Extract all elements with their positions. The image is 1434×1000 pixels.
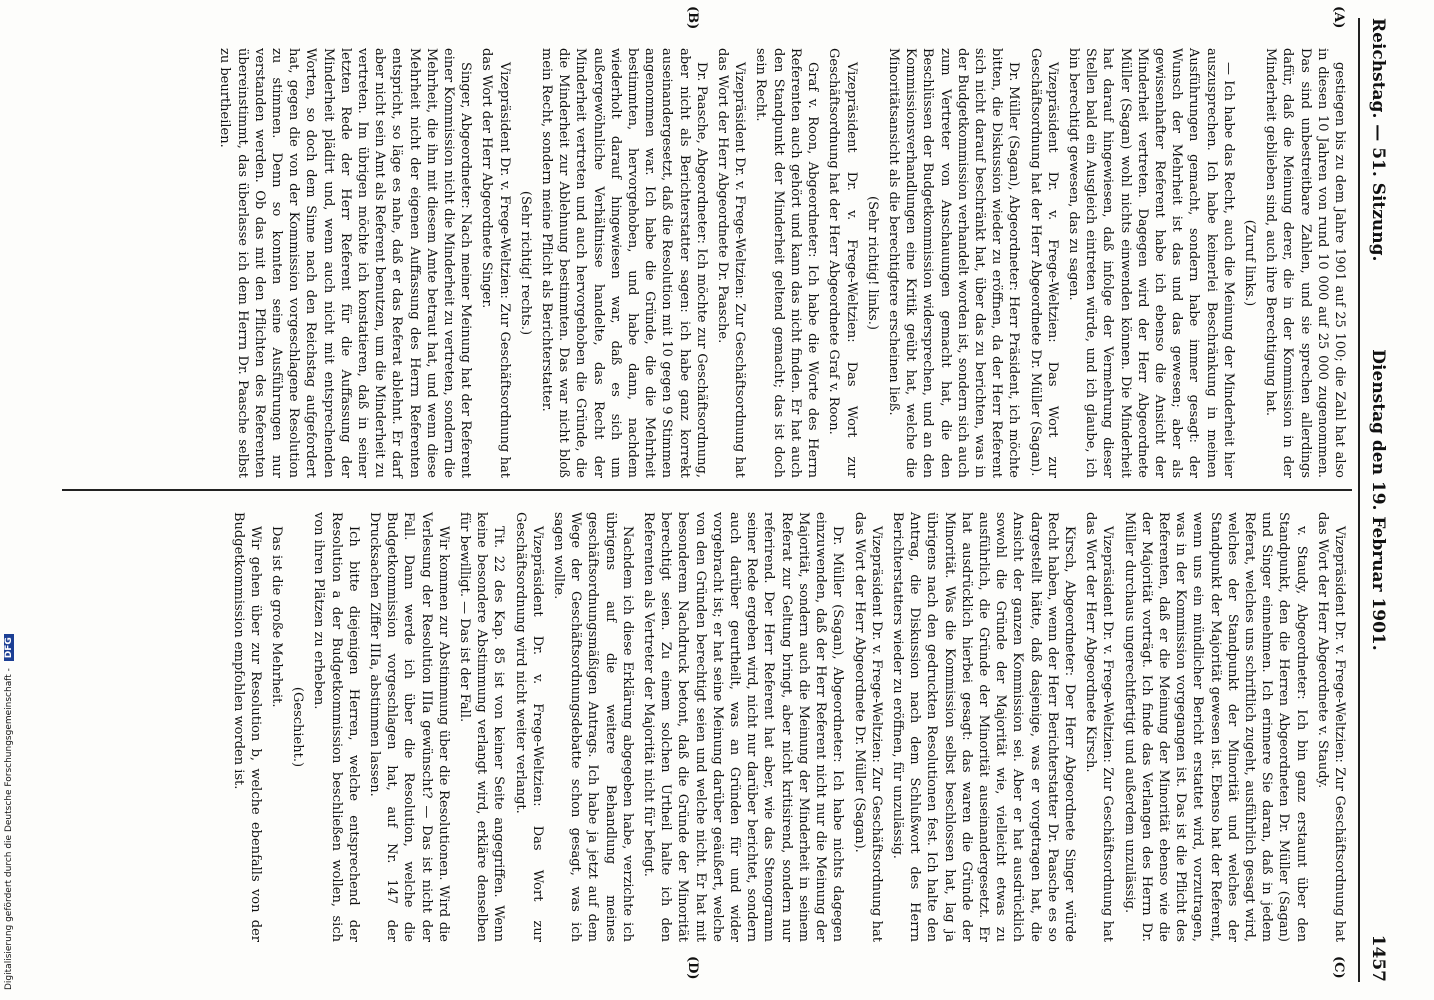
interjection: (Zuruf links.) <box>1241 219 1257 307</box>
paragraph: Vizepräsident Dr. v. Frege-Weltzien: Zur Geschäftsordnung hat das Wort der Herr Abgeordnete Kirsch. <box>1083 512 1116 942</box>
interjection: (Sehr richtig! links.) <box>864 196 880 330</box>
left-column <box>58 48 1348 478</box>
page-number: 1457 <box>1368 934 1388 982</box>
margin-marker-b: (B) <box>685 6 700 30</box>
paragraph: Dr. Müller (Sagan), Abgeordneter: Herr Präsident, ich möchte bitten, die Diskussion wieder zu eröffnen, da der Herr Referent sich nicht darauf beschränkt hat, über das zu berichten, was in der Budgetkommission verhandelt worden ist, sondern sich auch zum Vertreter von Anschauungen gemacht hat, die den Beschlüssen der Budgetkommission widersprechen, und an den Kommissionsverhandlungen eine Kritik geübt hat, welche die Minoritätsansicht als die berechtigtere erscheinen ließ. <box>885 48 1022 478</box>
right-column <box>58 512 1348 942</box>
footer-text: Digitalisierung gefördert durch die Deutsche Forschungsgemeinschaft - <box>4 668 14 990</box>
paragraph: Vizepräsident Dr. v. Frege-Weltzien: Zur Geschäftsordnung hat das Wort der Herr Abgeordnete Dr. Müller (Sagan). <box>851 512 884 942</box>
page-header <box>1362 18 1388 982</box>
paragraph: — Ich habe das Recht, auch die Meinung der Minderheit hier auszusprechen. Ich habe keinerlei Beschränkung in meinen Ausführungen gemacht, sondern habe immer gesagt: der Wunsch der Mehrheit ist das und das gewesen; aber als gewissenhafter Referent habe ich ebenso die Ansicht der Minderheit vertreten. Dagegen wird der Herr Abgeordnete Müller (Sagan) wohl nichts einwenden können. Die Minderheit hat darauf hingewiesen, daß infolge der Vermehrung dieser Stellen bald ein Ausgleich eintreten würde, und ich glaube, ich bin berechtigt gewesen, das zu sagen. <box>1065 48 1236 478</box>
paragraph: Singer, Abgeordneter: Nach meiner Meinung hat der Referent einer Kommission nicht die Minderheit zu vertreten, sondern die Mehrheit, die ihn mit diesem Amte betraut hat, und wenn diese Mehrheit nicht der eigenen Auffassung des Herrn Referenten entspricht, so läge es nahe, daß er das Referat ablehnt. Er darf aber nicht sein Amt als Referent benutzen, um die Minderheit zu vertreten. Im übrigen möchte ich konstatieren, daß in seiner letzten Rede der Herr Referent für die Auffassung der Minderheit plädirt und, wenn auch nicht mit entsprechenden Worten, so doch dem Sinne nach den Reichstag aufgefordert hat, gegen die von der Kommission vorgeschlagene Resolution zu stimmen. Denn so konnten seine Ausführungen nur verstanden werden. Ob das mit den Pflichten des Referenten übereinstimmt, das überlasse ich dem Herrn Dr. Paasche selbst zu beurtheilen. <box>217 48 474 478</box>
header-left: Reichstag. — 51. Sitzung. <box>1368 18 1388 262</box>
paragraph: gestiegen bis zu dem Jahre 1901 auf 25 100; die Zahl hat also in diesen 10 Jahren von rund 10 000 auf 25 000 zugenommen. Das sind unbestreitbare Zahlen, und sie sprechen allerdings dafür, daß die Meinung derer, die in der Kommission in der Minderheit geblieben sind, auch ihre Berechtigung hat. <box>1263 48 1347 478</box>
paragraph: Vizepräsident Dr. v. Frege-Weltzien: Das Wort zur Geschäftsordnung wird nicht weiter verlangt. <box>512 512 545 942</box>
paragraph: Kirsch, Abgeordneter: Der Herr Abgeordnete Singer würde Recht haben, wenn der Herr Berichterstatter Dr. Paasche es so dargestellt hätte, daß dasjenige, was er vorgetragen hat, die Ansicht der ganzen Kommission sei. Aber er hat ausdrücklich sowohl die Gründe der Majorität wie, vielleicht etwas zu ausführlich, die Gründe der Minorität auseinandergesetzt. Er hat ausdrücklich hierbei gesagt: das waren die Gründe der Minorität. Was die Kommission selbst beschlossen hat, lag ja übrigens nach den gedruckten Resolutionen fest. Ich halte den Antrag, die Diskussion nach dem Schlußwort des Herrn Berichterstatters wieder zu eröffnen, für unzulässig. <box>889 512 1077 942</box>
paragraph: Graf v. Roon, Abgeordneter: Ich habe die Worte des Herrn Referenten auch gehört und kann das nicht finden. Er hat auch den Standpunkt der Minderheit geltend gemacht; das ist doch sein Recht. <box>753 48 821 478</box>
interjection: (Sehr richtig! rechts.) <box>517 190 533 336</box>
paragraph: Dr. Müller (Sagan), Abgeordneter: Ich habe nichts dagegen einzuwenden, daß der Herr Referent nicht nur die Meinung der Majorität, sondern auch die Meinung der Minderheit in seinem Referat zur Geltung bringt, aber nicht kritisirend, sondern nur referirend. Der Herr Referent hat aber, wie das Stenogramm seiner Rede ergeben wird, nicht nur darüber berichtet, sondern auch darüber geurtheilt, was an Gründen für und wider vorgebracht ist; er hat seine Meinung darüber geäußert, welche von den Gründen berechtigt seien und welche nicht. Er hat mit besonderem Nachdruck betont, daß die Gründe der Minorität berechtigt seien. Zu einem solchen Urtheil halte ich den Referenten als Vertreter der Majorität nicht für befugt. <box>641 512 846 942</box>
column-divider <box>62 489 1352 491</box>
paragraph: Ich bitte diejenigen Herren, welche entsprechend der Resolution a der Budgetkommission beschließen wollen, sich von ihren Plätzen zu erheben. <box>311 512 361 942</box>
paragraph: Vizepräsident Dr. v. Frege-Weltzien: Zur Geschäftsordnung hat das Wort der Herr Abgeordnete Dr. Paasche. <box>715 48 748 478</box>
rotated-page-content <box>40 0 1400 1000</box>
margin-marker-a: (A) <box>1331 6 1346 29</box>
paragraph: Wir gehen über zur Resolution b, welche ebenfalls von der Budgetkommission empfohlen worden ist. <box>230 512 263 942</box>
interjection: (Geschieht.) <box>290 686 306 768</box>
header-date: Dienstag den 19. Februar 1901. <box>1368 349 1388 651</box>
paragraph: Vizepräsident Dr. v. Frege-Weltzien: Das Wort zur Geschäftsordnung hat der Herr Abgeordnete Graf v. Roon. <box>826 48 859 478</box>
paragraph: Wir kommen zur Abstimmung über die Resolutionen. Wird die Verlesung der Resolution IIIa gewünscht? — Das ist nicht der Fall. Dann werde ich über die Resolution, welche die Budgetkommission vorgeschlagen hat, auf Nr. 147 der Drucksachen Ziffer IIIa, abstimmen lassen. <box>367 512 451 942</box>
margin-marker-c: (C) <box>1331 956 1346 979</box>
paragraph: Vizepräsident Dr. v. Frege-Weltzien: Zur Geschäftsordnung hat das Wort der Herr Abgeordnete v. Staudy. <box>1314 512 1347 942</box>
paragraph: v. Staudy, Abgeordneter: Ich bin ganz erstaunt über den Standpunkt, den die Herren Abgeordneten Dr. Müller (Sagan) und Singer einnehmen. Ich erinnere Sie daran, daß in jedem Referat, welches uns schriftlich zugeht, ausführlich gesagt wird, welches der Standpunkt der Minorität und welches der Standpunkt der Majorität gewesen ist. Ebenso hat der Referent, wenn uns ein mündlicher Bericht erstattet wird, vorzutragen, was in der Kommission vorgegangen ist. Das ist die Pflicht des Referenten, daß er die Meinung der Minorität ebenso wie die der Majorität vorträgt. Ich finde das Verlangen des Herrn Dr. Müller durchaus ungerechtfertigt und außerdem unzulässig. <box>1121 512 1309 942</box>
dfg-logo: DFG <box>4 634 14 661</box>
paragraph: Dr. Paasche, Abgeordneter: Ich möchte zur Geschäftsordnung, aber nicht als Berichterstatter sagen: ich habe ganz korrekt auseinandergesetzt, daß die Resolution mit 10 gegen 9 Stimmen angenommen war. Ich habe die Gründe, die die Mehrheit bestimmten, hervorgehoben, und habe dann, nachdem wiederholt darauf hingewiesen war, daß es sich um außergewöhnliche Verhältnisse handelte, das Recht der Minderheit vertreten und auch hervorgehoben die Gründe, die die Minderheit zur Ablehnung bestimmten. Das war nicht bloß mein Recht, sondern meine Pflicht als Berichterstatter. <box>539 48 709 478</box>
paragraph: Tit. 22 des Kap. 85 ist von keiner Seite angegriffen. Wenn keine besondere Abstimmung verlangt wird, erkläre denselben für bewilligt. — Das ist der Fall. <box>457 512 507 942</box>
paragraph: Vizepräsident Dr. v. Frege-Weltzien: Zur Geschäftsordnung hat das Wort der Herr Abgeordnete Singer. <box>479 48 512 478</box>
header-rule <box>1358 18 1360 982</box>
digitization-footer <box>4 630 18 990</box>
paragraph: Nachdem ich diese Erklärung abgegeben habe, verzichte ich übrigens auf die weitere Behandlung meines geschäftsordnungsmäßigen Antrags. Ich habe ja jetzt auf dem Wege der Geschäftsordnungsdebatte schon gesagt, was ich sagen wollte. <box>551 512 635 942</box>
paragraph: Das ist die große Mehrheit. <box>269 526 285 708</box>
margin-marker-d: (D) <box>685 956 700 980</box>
paragraph: Vizepräsident Dr. v. Frege-Weltzien: Das Wort zur Geschäftsordnung hat der Herr Abgeordnete Dr. Müller (Sagan). <box>1027 48 1060 478</box>
